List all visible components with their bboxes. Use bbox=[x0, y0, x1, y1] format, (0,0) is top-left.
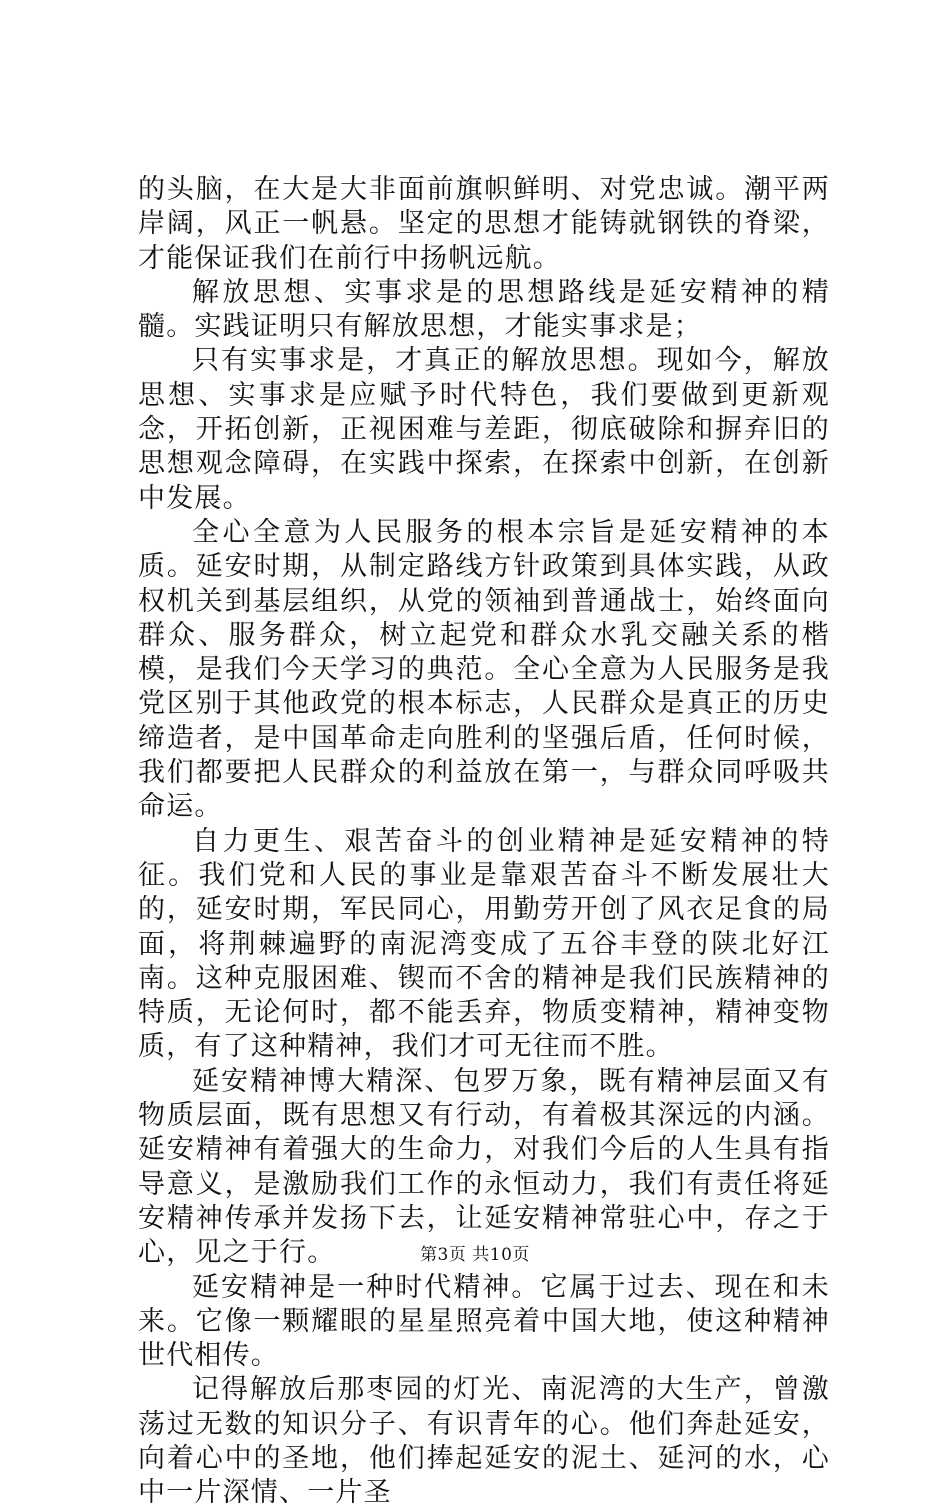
page-footer: 第3页 共10页 bbox=[420, 1245, 530, 1265]
paragraph: 只有实事求是，才真正的解放思想。现如今，解放思想、实事求是应赋予时代特色，我们要做到更新观念，开拓创新，正视困难与差距，彻底破除和摒弃旧的思想观念障碍，在实践中探索，在探索中创新，在创新中发展。 bbox=[138, 345, 830, 514]
paragraph: 自力更生、艰苦奋斗的创业精神是延安精神的特征。我们党和人民的事业是靠艰苦奋斗不断发展壮大的，延安时期，军民同心，用勤劳开创了风衣足食的局面，将荆棘遍野的南泥湾变成了五谷丰登的陕北好江南。这种克服困难、锲而不舍的精神是我们民族精神的特质，无论何时，都不能丢弃，物质变精神，精神变物质，有了这种精神，我们才可无往而不胜。 bbox=[138, 825, 830, 1063]
paragraph: 延安精神博大精深、包罗万象，既有精神层面又有物质层面，既有思想又有行动，有着极其深远的内涵。延安精神有着强大的生命力，对我们今后的人生具有指导意义，是激励我们工作的永恒动力，我们有责任将延安精神传承并发扬下去，让延安精神常驻心中，存之于心，见之于行。 bbox=[138, 1065, 830, 1269]
paragraph: 的头脑，在大是大非面前旗帜鲜明、对党忠诚。潮平两岸阔，风正一帆悬。坚定的思想才能铸就钢铁的脊梁，才能保证我们在前行中扬帆远航。 bbox=[138, 174, 830, 274]
body-text bbox=[138, 173, 830, 1511]
paragraph: 解放思想、实事求是的思想路线是延安精神的精髓。实践证明只有解放思想，才能实事求是； bbox=[138, 276, 830, 343]
paragraph: 记得解放后那枣园的灯光、南泥湾的大生产，曾激荡过无数的知识分子、有识青年的心。他们奔赴延安，向着心中的圣地，他们捧起延安的泥土、延河的水，心中一片深情、一片圣 bbox=[138, 1374, 830, 1509]
paragraph: 延安精神是一种时代精神。它属于过去、现在和未来。它像一颗耀眼的星星照亮着中国大地，使这种精神世代相传。 bbox=[138, 1271, 830, 1372]
paragraph: 全心全意为人民服务的根本宗旨是延安精神的本质。延安时期，从制定路线方针政策到具体实践，从政权机关到基层组织，从党的领袖到普通战士，始终面向群众、服务群众，树立起党和群众水乳交融关系的楷模，是我们今天学习的典范。全心全意为人民服务是我党区别于其他政党的根本标志，人民群众是真正的历史缔造者，是中国革命走向胜利的坚强后盾，任何时候，我们都要把人民群众的利益放在第一，与群众同呼吸共命运。 bbox=[138, 516, 830, 823]
